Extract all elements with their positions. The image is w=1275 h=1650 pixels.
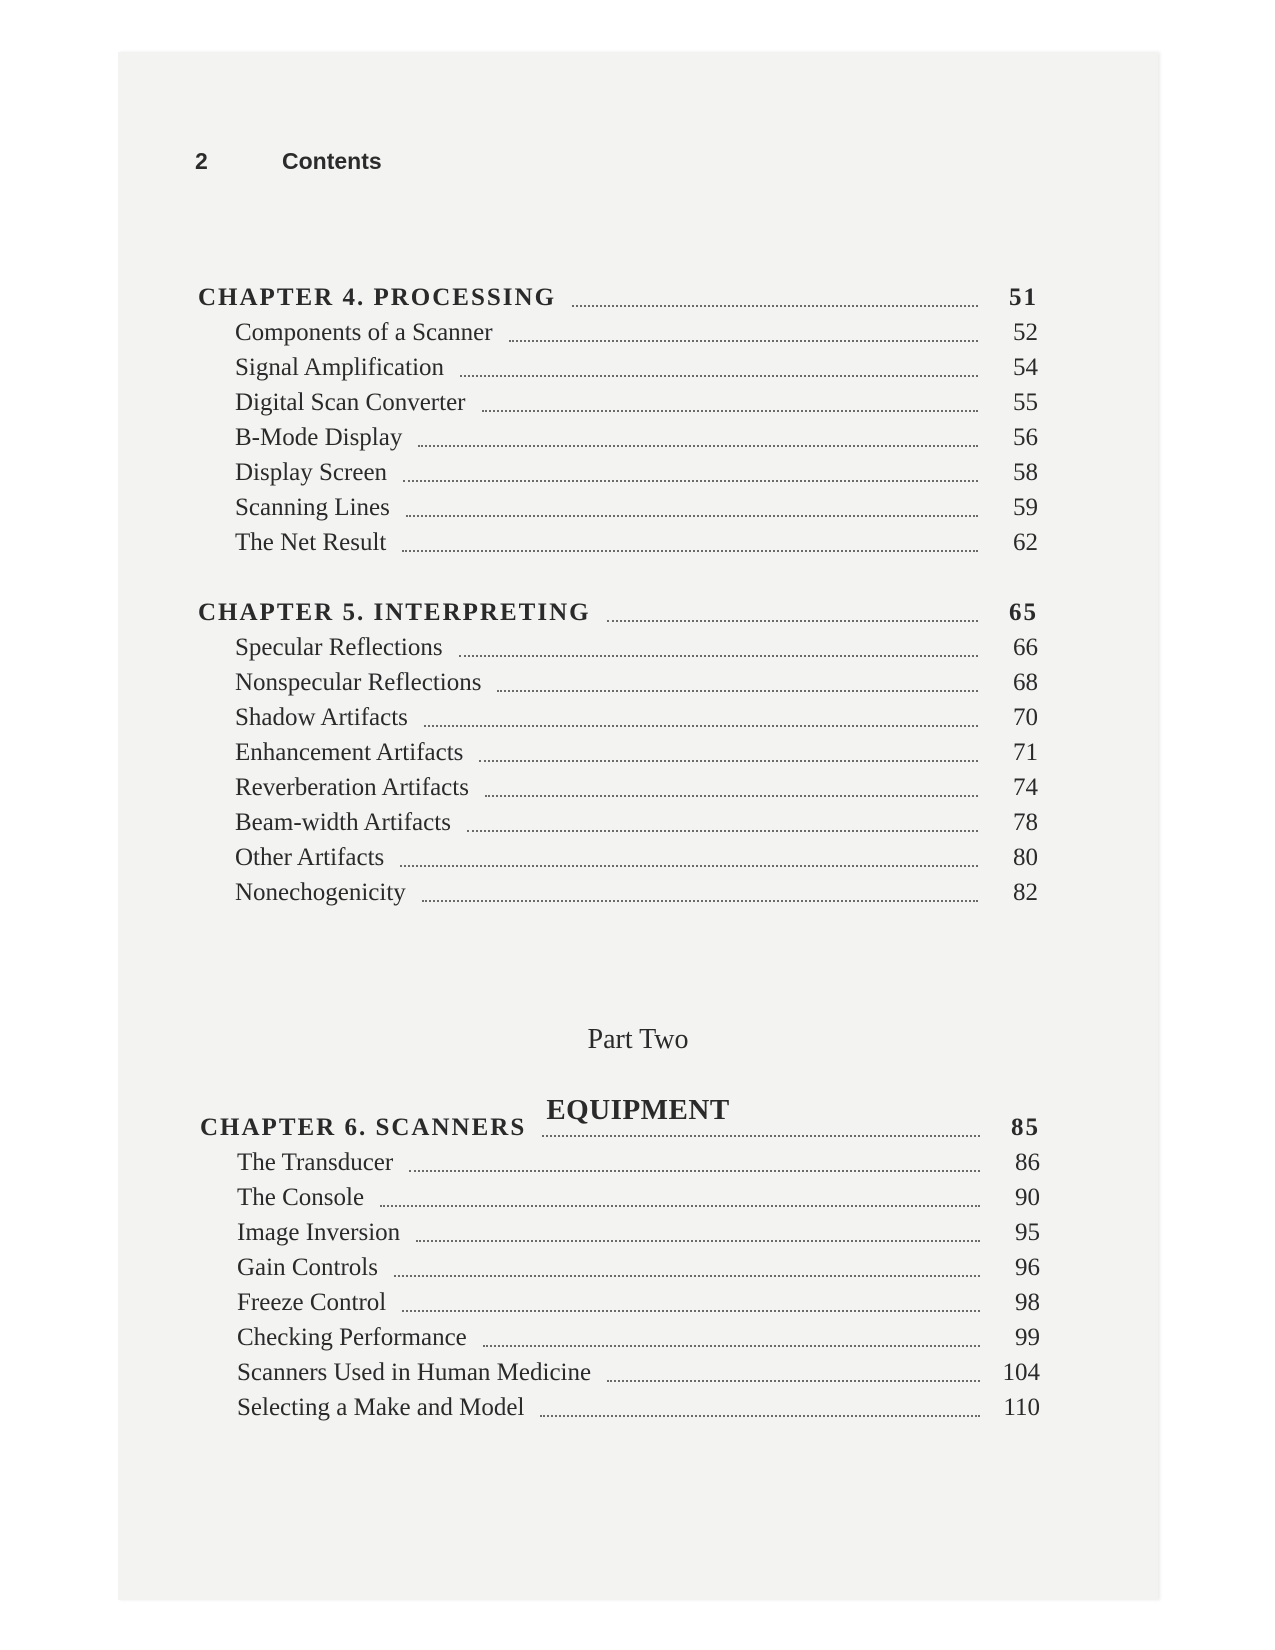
dot-leader bbox=[402, 550, 978, 552]
dot-leader bbox=[418, 445, 978, 447]
dot-leader bbox=[542, 1135, 980, 1137]
toc-chapter-5 bbox=[198, 599, 1038, 914]
dot-leader bbox=[400, 865, 978, 867]
dot-leader bbox=[607, 620, 978, 622]
toc-entry: Checking Performance 99 bbox=[237, 1324, 1040, 1351]
dot-leader bbox=[403, 480, 978, 482]
toc-entry: Other Artifacts 80 bbox=[235, 844, 1038, 871]
page-number: 2 bbox=[195, 148, 208, 174]
toc-entry: Freeze Control 98 bbox=[237, 1289, 1040, 1316]
toc-entry: Components of a Scanner 52 bbox=[235, 319, 1038, 346]
dot-leader bbox=[485, 795, 978, 797]
toc-chapter-6 bbox=[200, 1114, 1040, 1429]
dot-leader bbox=[497, 690, 978, 692]
dot-leader bbox=[422, 900, 978, 902]
toc-entry: Reverberation Artifacts 74 bbox=[235, 774, 1038, 801]
toc-entry: Image Inversion 95 bbox=[237, 1219, 1040, 1246]
dot-leader bbox=[459, 655, 978, 657]
toc-entry: The Transducer 86 bbox=[237, 1149, 1040, 1176]
dot-leader bbox=[402, 1310, 980, 1312]
part-title: EQUIPMENT bbox=[546, 1094, 730, 1126]
dot-leader bbox=[424, 725, 978, 727]
dot-leader bbox=[572, 305, 978, 307]
chapter-heading: CHAPTER 5. INTERPRETING 65 bbox=[198, 599, 1038, 626]
running-head-title: Contents bbox=[282, 148, 382, 174]
dot-leader bbox=[482, 410, 979, 412]
toc-entry: The Net Result 62 bbox=[235, 529, 1038, 556]
chapter-heading: CHAPTER 4. PROCESSING 51 bbox=[198, 284, 1038, 311]
toc-chapter-4 bbox=[198, 284, 1038, 564]
toc-entry: Shadow Artifacts 70 bbox=[235, 704, 1038, 731]
book-page bbox=[118, 52, 1158, 1600]
dot-leader bbox=[406, 515, 978, 517]
dot-leader bbox=[540, 1415, 980, 1417]
toc-entry: Beam-width Artifacts 78 bbox=[235, 809, 1038, 836]
dot-leader bbox=[380, 1205, 980, 1207]
toc-entry: Nonechogenicity 82 bbox=[235, 879, 1038, 906]
dot-leader bbox=[460, 375, 978, 377]
dot-leader bbox=[479, 760, 978, 762]
dot-leader bbox=[483, 1345, 980, 1347]
part-label: Part Two bbox=[587, 1024, 689, 1055]
toc-entry: The Console 90 bbox=[237, 1184, 1040, 1211]
running-head bbox=[195, 148, 382, 175]
toc-entry: Nonspecular Reflections 68 bbox=[235, 669, 1038, 696]
toc-entry: Display Screen 58 bbox=[235, 459, 1038, 486]
toc-entry: Digital Scan Converter 55 bbox=[235, 389, 1038, 416]
dot-leader bbox=[509, 340, 978, 342]
dot-leader bbox=[416, 1240, 980, 1242]
toc-entry: Scanning Lines 59 bbox=[235, 494, 1038, 521]
dot-leader bbox=[607, 1380, 980, 1382]
toc-entry: Selecting a Make and Model 110 bbox=[237, 1394, 1040, 1421]
dot-leader bbox=[409, 1170, 980, 1172]
toc-entry: Specular Reflections 66 bbox=[235, 634, 1038, 661]
dot-leader bbox=[467, 830, 978, 832]
toc-entry: Signal Amplification 54 bbox=[235, 354, 1038, 381]
toc-entry: Enhancement Artifacts 71 bbox=[235, 739, 1038, 766]
toc-entry: Scanners Used in Human Medicine 104 bbox=[237, 1359, 1040, 1386]
toc-entry: B-Mode Display 56 bbox=[235, 424, 1038, 451]
dot-leader bbox=[394, 1275, 980, 1277]
toc-entry: Gain Controls 96 bbox=[237, 1254, 1040, 1281]
chapter-heading: CHAPTER 6. SCANNERS 85 bbox=[200, 1114, 1040, 1141]
